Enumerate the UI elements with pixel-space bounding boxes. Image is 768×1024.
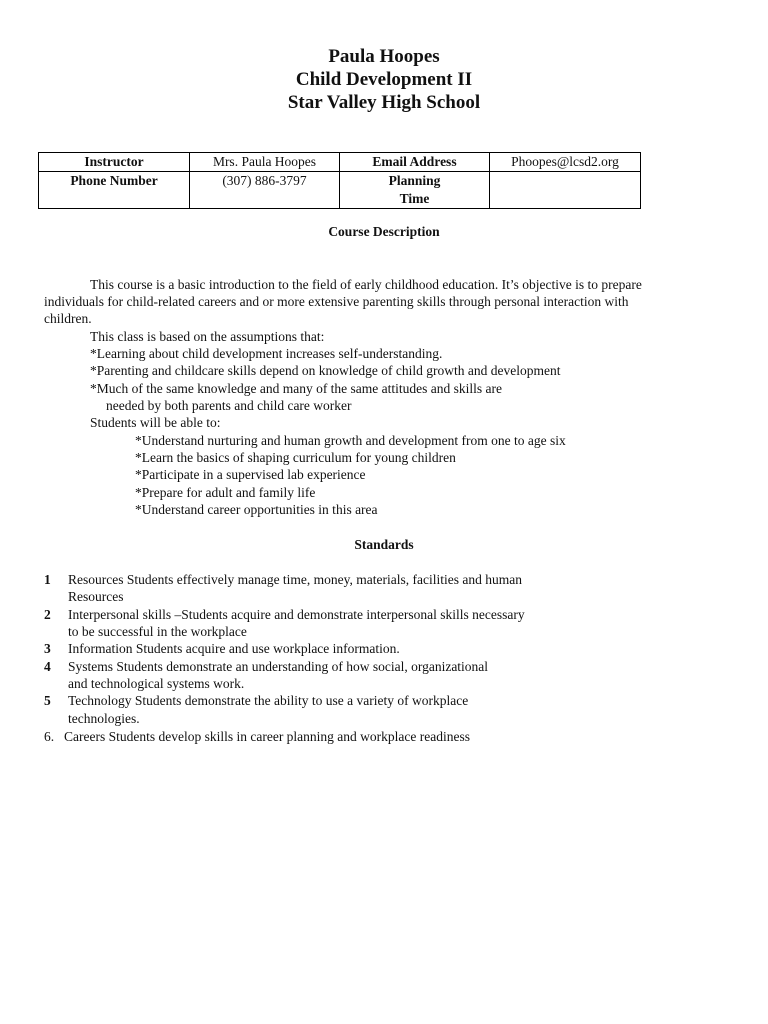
able-item: *Understand nurturing and human growth and development from one to age six: [135, 433, 566, 448]
standard-text-continued: and technological systems work.: [68, 676, 245, 691]
intro-line-2: individuals for child-related careers and or more extensive parenting skills through personal interaction with: [44, 294, 629, 309]
phone-value: (307) 886-3797: [190, 172, 340, 209]
able-lead: Students will be able to:: [90, 415, 221, 430]
standard-text-continued: technologies.: [68, 711, 140, 726]
instructor-label: Instructor: [39, 153, 190, 172]
planning-label-line-2: Time: [399, 191, 430, 206]
standard-text-continued: to be successful in the workplace: [68, 624, 247, 639]
standard-number: 3: [44, 641, 51, 656]
planning-time-label: [340, 172, 490, 209]
standard-text: Systems Students demonstrate an understanding of how social, organizational: [68, 659, 489, 674]
standard-number: 6.: [44, 729, 55, 744]
standard-text-continued: Resources: [68, 589, 124, 604]
instructor-value: Mrs. Paula Hoopes: [190, 153, 340, 172]
table-row: [39, 153, 641, 172]
able-item: *Understand career opportunities in this area: [135, 502, 378, 517]
standard-text: Technology Students demonstrate the ability to use a variety of workplace: [68, 693, 469, 708]
standard-number: 2: [44, 607, 51, 622]
phone-label: Phone Number: [39, 172, 190, 209]
instructor-info-table: [38, 152, 641, 209]
assumption-item-continued: needed by both parents and child care worker: [106, 398, 352, 413]
planning-label-line-1: Planning: [388, 173, 441, 188]
standard-number: 4: [44, 659, 51, 674]
course-description-heading: Course Description: [328, 224, 440, 239]
standard-text: Resources Students effectively manage time, money, materials, facilities and human: [68, 572, 522, 587]
assumption-item: *Parenting and childcare skills depend on knowledge of child growth and development: [90, 363, 561, 378]
email-label: Email Address: [340, 153, 490, 172]
standards-heading: Standards: [354, 537, 414, 552]
assumption-item: *Learning about child development increases self-understanding.: [90, 346, 443, 361]
author-name: Paula Hoopes: [328, 46, 440, 67]
standard-number: 5: [44, 693, 51, 708]
assumptions-lead: This class is based on the assumptions that:: [90, 329, 325, 344]
table-row: [39, 172, 641, 209]
standard-text: Information Students acquire and use workplace information.: [68, 641, 400, 656]
planning-time-value: [490, 172, 641, 209]
standard-text: Careers Students develop skills in career planning and workplace readiness: [64, 729, 470, 744]
able-item: *Participate in a supervised lab experience: [135, 467, 366, 482]
school-name: Star Valley High School: [287, 92, 481, 113]
email-value: Phoopes@lcsd2.org: [490, 153, 641, 172]
standard-text: Interpersonal skills –Students acquire and demonstrate interpersonal skills necessary: [68, 607, 525, 622]
able-item: *Prepare for adult and family life: [135, 485, 316, 500]
intro-line-1: This course is a basic introduction to the field of early childhood education. It’s objective is to prepare: [90, 277, 642, 292]
standard-number: 1: [44, 572, 51, 587]
intro-line-3: children.: [44, 311, 92, 326]
assumption-item: *Much of the same knowledge and many of the same attitudes and skills are: [90, 381, 503, 396]
able-item: *Learn the basics of shaping curriculum for young children: [135, 450, 456, 465]
course-title: Child Development II: [295, 69, 473, 90]
